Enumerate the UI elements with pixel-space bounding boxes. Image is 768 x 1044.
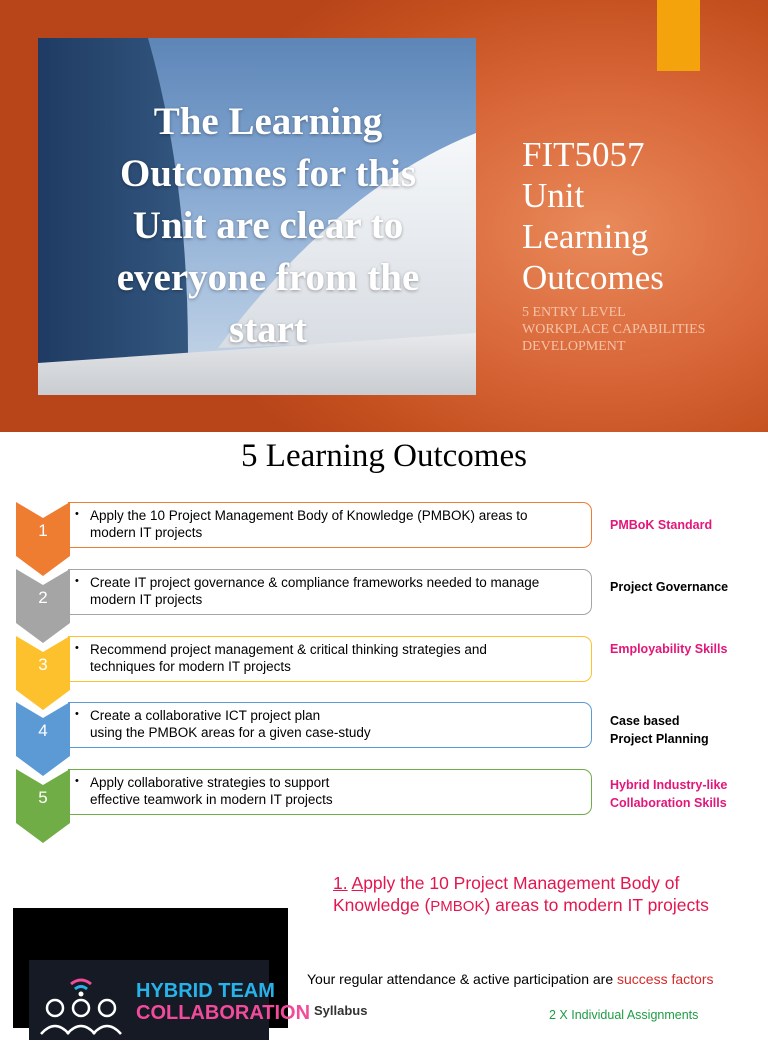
syllabus-label: Syllabus <box>314 1003 368 1018</box>
slide-subtitle: 5 ENTRY LEVEL WORKPLACE CAPABILITIES DEVELOPMENT <box>522 305 706 354</box>
chevron-4 <box>16 702 70 776</box>
bullet-icon: • <box>75 508 79 520</box>
outcome-number: 3 <box>38 655 48 674</box>
outcome-number: 4 <box>38 721 48 740</box>
bullet-icon: • <box>75 575 79 587</box>
assignments-label: 2 X Individual Assignments <box>549 1008 699 1022</box>
heading-initial: A <box>351 873 364 893</box>
bullet-icon: • <box>75 775 79 787</box>
outcomes-title: 5 Learning Outcomes <box>241 438 527 474</box>
heading-pmbok: PMBOK <box>430 898 485 915</box>
chevron-3 <box>16 636 70 710</box>
outcome-box-5 <box>68 769 592 815</box>
team-collaboration-icon <box>33 974 133 1044</box>
outcome-box-3 <box>68 636 592 682</box>
chevron-1 <box>16 502 70 576</box>
logo-text-line-2: COLLABORATION <box>136 1002 311 1024</box>
bullet-icon: • <box>75 642 79 654</box>
outcome-text: Apply collaborative strategies to support effective teamwork in modern IT projects <box>90 775 333 807</box>
attendance-note <box>307 970 714 988</box>
accent-bar <box>657 0 700 71</box>
chevron-2 <box>16 569 70 643</box>
hero-statement: The Learning Outcomes for this Unit are clear to everyone from the start <box>116 100 420 351</box>
outcome-label-3: Employability Skills <box>610 642 728 656</box>
outcome-box-2 <box>68 569 592 615</box>
learning-outcomes-slide <box>0 432 768 862</box>
collaboration-logo-panel <box>13 908 311 1028</box>
heading-part-2: ) areas to modern IT projects <box>484 895 709 915</box>
outcome-number: 2 <box>38 588 48 607</box>
outcome-detail-slide <box>0 862 768 1024</box>
outcome-text: Create IT project governance & compliance frameworks needed to manage modern IT projects <box>90 575 540 607</box>
outcome-box-4 <box>68 702 592 748</box>
heading-part-1: pply the 10 Project Management Body of Knowledge ( <box>333 873 680 915</box>
chevron-5 <box>16 769 70 843</box>
outcome-label-5: Hybrid Industry-like Collaboration Skills <box>610 778 728 810</box>
outcome-text: Recommend project management & critical thinking strategies and techniques for modern IT projects <box>90 642 487 674</box>
outcome-label-4: Case based Project Planning <box>610 714 709 746</box>
logo-text-line-1: HYBRID TEAM <box>136 980 275 1002</box>
hero-image <box>38 38 476 395</box>
attendance-prefix: Your regular attendance & active participation are <box>307 971 618 987</box>
heading-number: 1. <box>333 873 348 893</box>
outcome-number: 1 <box>38 521 48 540</box>
outcome-number: 5 <box>38 788 48 807</box>
outcome-text: Create a collaborative ICT project plan using the PMBOK areas for a given case-study <box>90 708 371 740</box>
outcome-label-2: Project Governance <box>610 580 729 594</box>
success-factors: success factors <box>617 971 714 987</box>
outcome-box-1 <box>68 502 592 548</box>
outcome-label-1: PMBoK Standard <box>610 518 713 532</box>
slide-title: FIT5057 Unit Learning Outcomes <box>522 135 664 297</box>
outcome-text: Apply the 10 Project Management Body of Knowledge (PMBOK) areas to modern IT projects <box>90 508 528 540</box>
outcome-heading <box>333 872 763 918</box>
title-slide <box>0 0 768 432</box>
bullet-icon: • <box>75 708 79 720</box>
